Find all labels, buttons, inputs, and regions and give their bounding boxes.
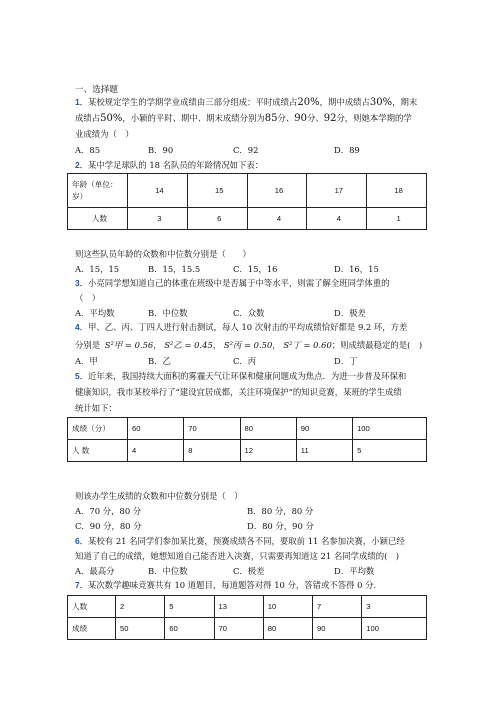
q1-text-b: ，期中成绩占 — [319, 97, 370, 107]
table-cell: 70 — [214, 618, 263, 640]
q3-number: 3． — [75, 278, 89, 288]
q4-line-2: 分别是 S²甲 = 0.56， S²乙 = 0.45， S²丙 = 0.50， S²丁 = 0.60；则成绩最稳定的是( ) — [75, 340, 423, 350]
table-cell: 3 — [362, 596, 427, 618]
table-cell: 4 — [128, 440, 184, 462]
q2-option-a[interactable]: A．15，15 — [75, 264, 120, 274]
q6-line-2: 知道了自己的成绩，她想知道自己能否进入决赛，只需要再知道这 21 名同学成绩的( ) — [75, 551, 400, 561]
q5-line-3: 统计如下： — [75, 403, 117, 413]
table-cell: 17 — [307, 174, 367, 208]
q4-variance-a: S²甲 = 0.56 — [104, 340, 154, 350]
q3-line — [75, 278, 390, 289]
q1-score-1: 85 — [264, 113, 278, 124]
table-header-cell: 人数 — [68, 596, 116, 618]
q4-option-c[interactable]: C．丙 — [233, 356, 257, 366]
q2-line — [75, 160, 263, 171]
q5-text-1: 近年来，我国持续大面积的雾霾天气让环保和健康问题成为焦点．为进一步普及环保和 — [88, 371, 407, 381]
table-cell: 3 — [128, 208, 188, 230]
q6-option-a[interactable]: A．最高分 — [75, 566, 115, 576]
q4-line-1 — [75, 322, 407, 333]
q1-option-d[interactable]: D．89 — [334, 145, 360, 155]
q4-text: 甲、乙、丙、丁四人进行射击测试，每人 10 次射击的平均成绩恰好都是 9.2 环，方差 — [88, 322, 408, 332]
table-cell: 70 — [184, 418, 240, 440]
q1-line-1 — [75, 97, 417, 108]
table-header-cell: 人数 — [68, 208, 128, 230]
q1-text-g: 分、 — [306, 113, 324, 123]
q4-suffix: ；则成绩最稳定的是( ) — [331, 340, 423, 350]
q3-option-c[interactable]: C．众数 — [233, 308, 265, 318]
q1-text-f: 分、 — [277, 113, 295, 123]
table-cell: 16 — [247, 174, 307, 208]
table-cell: 13 — [214, 596, 263, 618]
table-cell: 4 — [247, 208, 307, 230]
table-cell: 7 — [313, 596, 362, 618]
q3-option-d[interactable]: D．极差 — [334, 308, 366, 318]
q4-variance-d: S²丁 = 0.60 — [283, 340, 332, 350]
q2-option-d[interactable]: D．16，15 — [334, 264, 379, 274]
table-cell: 90 — [313, 618, 362, 640]
table-cell: 100 — [362, 618, 427, 640]
q4-option-a[interactable]: A．甲 — [75, 356, 98, 366]
q1-pct-2: 30% — [369, 97, 393, 108]
table-header-cell: 人 数 — [68, 440, 128, 462]
q1-text-d: 成绩占 — [75, 113, 101, 123]
table-row — [68, 418, 427, 440]
q3-text: 小亮同学想知道自己的体重在班级中是否属于中等水平，则需了解全班同学体重的 — [88, 278, 390, 288]
q7-number: 7． — [75, 580, 89, 590]
section-title: 一、选择题 — [75, 84, 118, 94]
table-row — [68, 440, 427, 462]
table-cell: 6 — [187, 208, 247, 230]
table-cell: 10 — [263, 596, 312, 618]
q7-score-table — [67, 595, 427, 640]
q1-option-a[interactable]: A．85 — [75, 145, 101, 155]
table-cell: 50 — [116, 618, 165, 640]
table-row — [68, 174, 427, 208]
q2-number: 2． — [75, 160, 89, 170]
q5-line-1 — [75, 371, 406, 382]
table-cell: 8 — [184, 440, 240, 462]
table-cell: 5 — [353, 440, 427, 462]
q6-text-1: 某校有 21 名同学们参加某比赛，预赛成绩各不同，要取前 11 名参加决赛，小颖已经 — [88, 536, 405, 546]
table-header-cell: 成绩 — [68, 618, 116, 640]
q6-option-c[interactable]: C．极差 — [233, 566, 265, 576]
table-cell: 12 — [240, 440, 296, 462]
table-cell: 2 — [116, 596, 165, 618]
table-cell: 100 — [353, 418, 427, 440]
q1-pct-1: 20% — [297, 97, 320, 108]
q1-text-e: ，小颖的平时、期中、期末成绩分别为 — [122, 113, 265, 123]
q1-number: 1． — [75, 97, 89, 107]
q2-option-c[interactable]: C．15，16 — [233, 264, 278, 274]
q1-text-a: 某校规定学生的学期学业成绩由三部分组成：平时成绩占 — [88, 97, 298, 107]
q6-option-d[interactable]: D．平均数 — [334, 566, 375, 576]
q2-option-b[interactable]: B．15，15.5 — [148, 264, 201, 274]
q1-line-2 — [75, 113, 412, 124]
table-cell: 14 — [128, 174, 188, 208]
table-cell: 60 — [165, 618, 214, 640]
table-cell: 90 — [296, 418, 352, 440]
q1-option-c[interactable]: C．92 — [233, 145, 259, 155]
table-cell: 5 — [165, 596, 214, 618]
table-cell: 80 — [240, 418, 296, 440]
q1-pct-3: 50% — [100, 113, 123, 124]
q2-text: 某中学足球队的 18 名队员的年龄情况如下表： — [88, 160, 264, 170]
table-row — [68, 208, 427, 230]
table-cell: 1 — [367, 208, 427, 230]
q2-question: 则这些队员年龄的众数和中位数分别是（ ） — [75, 249, 251, 259]
q4-number: 4． — [75, 322, 89, 332]
q6-option-b[interactable]: B．中位数 — [148, 566, 188, 576]
q2-age-table — [67, 173, 427, 230]
q4-option-b[interactable]: B．乙 — [148, 356, 171, 366]
table-header-cell: 成绩（分） — [68, 418, 128, 440]
q5-question: 则该办学生成绩的众数和中位数分别是（ ） — [75, 491, 243, 501]
q4-variance-c: S²丙 = 0.50 — [223, 340, 273, 350]
q3-option-a[interactable]: A．平均数 — [75, 308, 115, 318]
q5-option-b[interactable]: B．80 分，80 分 — [247, 506, 314, 516]
q5-score-table — [67, 417, 427, 462]
q5-number: 5． — [75, 371, 89, 381]
q1-text-c: ，期末 — [392, 97, 418, 107]
table-cell: 60 — [128, 418, 184, 440]
table-header-cell: 年龄（单位：岁） — [68, 174, 128, 208]
table-cell: 4 — [307, 208, 367, 230]
table-cell: 11 — [296, 440, 352, 462]
table-cell: 15 — [187, 174, 247, 208]
q5-option-c[interactable]: C．90 分，80 分 — [75, 521, 142, 531]
q5-option-d[interactable]: D．80 分，90 分 — [247, 521, 314, 531]
q7-line — [75, 580, 376, 591]
q1-score-3: 92 — [323, 113, 337, 124]
q5-option-a[interactable]: A．70 分，80 分 — [75, 506, 142, 516]
q6-number: 6． — [75, 536, 89, 546]
q3-paren: （ ） — [75, 293, 101, 303]
table-cell: 18 — [367, 174, 427, 208]
table-cell: 80 — [263, 618, 312, 640]
q4-prefix: 分别是 — [75, 340, 101, 350]
q1-text-h: 分，则她本学期的学 — [336, 113, 412, 123]
q4-option-d[interactable]: D．丁 — [334, 356, 358, 366]
q1-line-3: 业成绩为（ ） — [75, 129, 134, 139]
q6-line-1 — [75, 536, 405, 547]
q4-variance-b: S²乙 = 0.45 — [164, 340, 213, 350]
table-row — [68, 596, 427, 618]
q1-option-b[interactable]: B．90 — [148, 145, 174, 155]
q1-score-2: 90 — [294, 113, 307, 124]
table-row — [68, 618, 427, 640]
q5-line-2: 健康知识，我市某校举行了“建设宜居成都，关注环境保护”的知识竞赛，某班的学生成绩 — [75, 387, 402, 397]
q7-text: 某次数学趣味竞赛共有 10 道题目，每道题答对得 10 分，答错或不答得 0 分. — [88, 580, 377, 590]
q3-option-b[interactable]: B．中位数 — [148, 308, 188, 318]
